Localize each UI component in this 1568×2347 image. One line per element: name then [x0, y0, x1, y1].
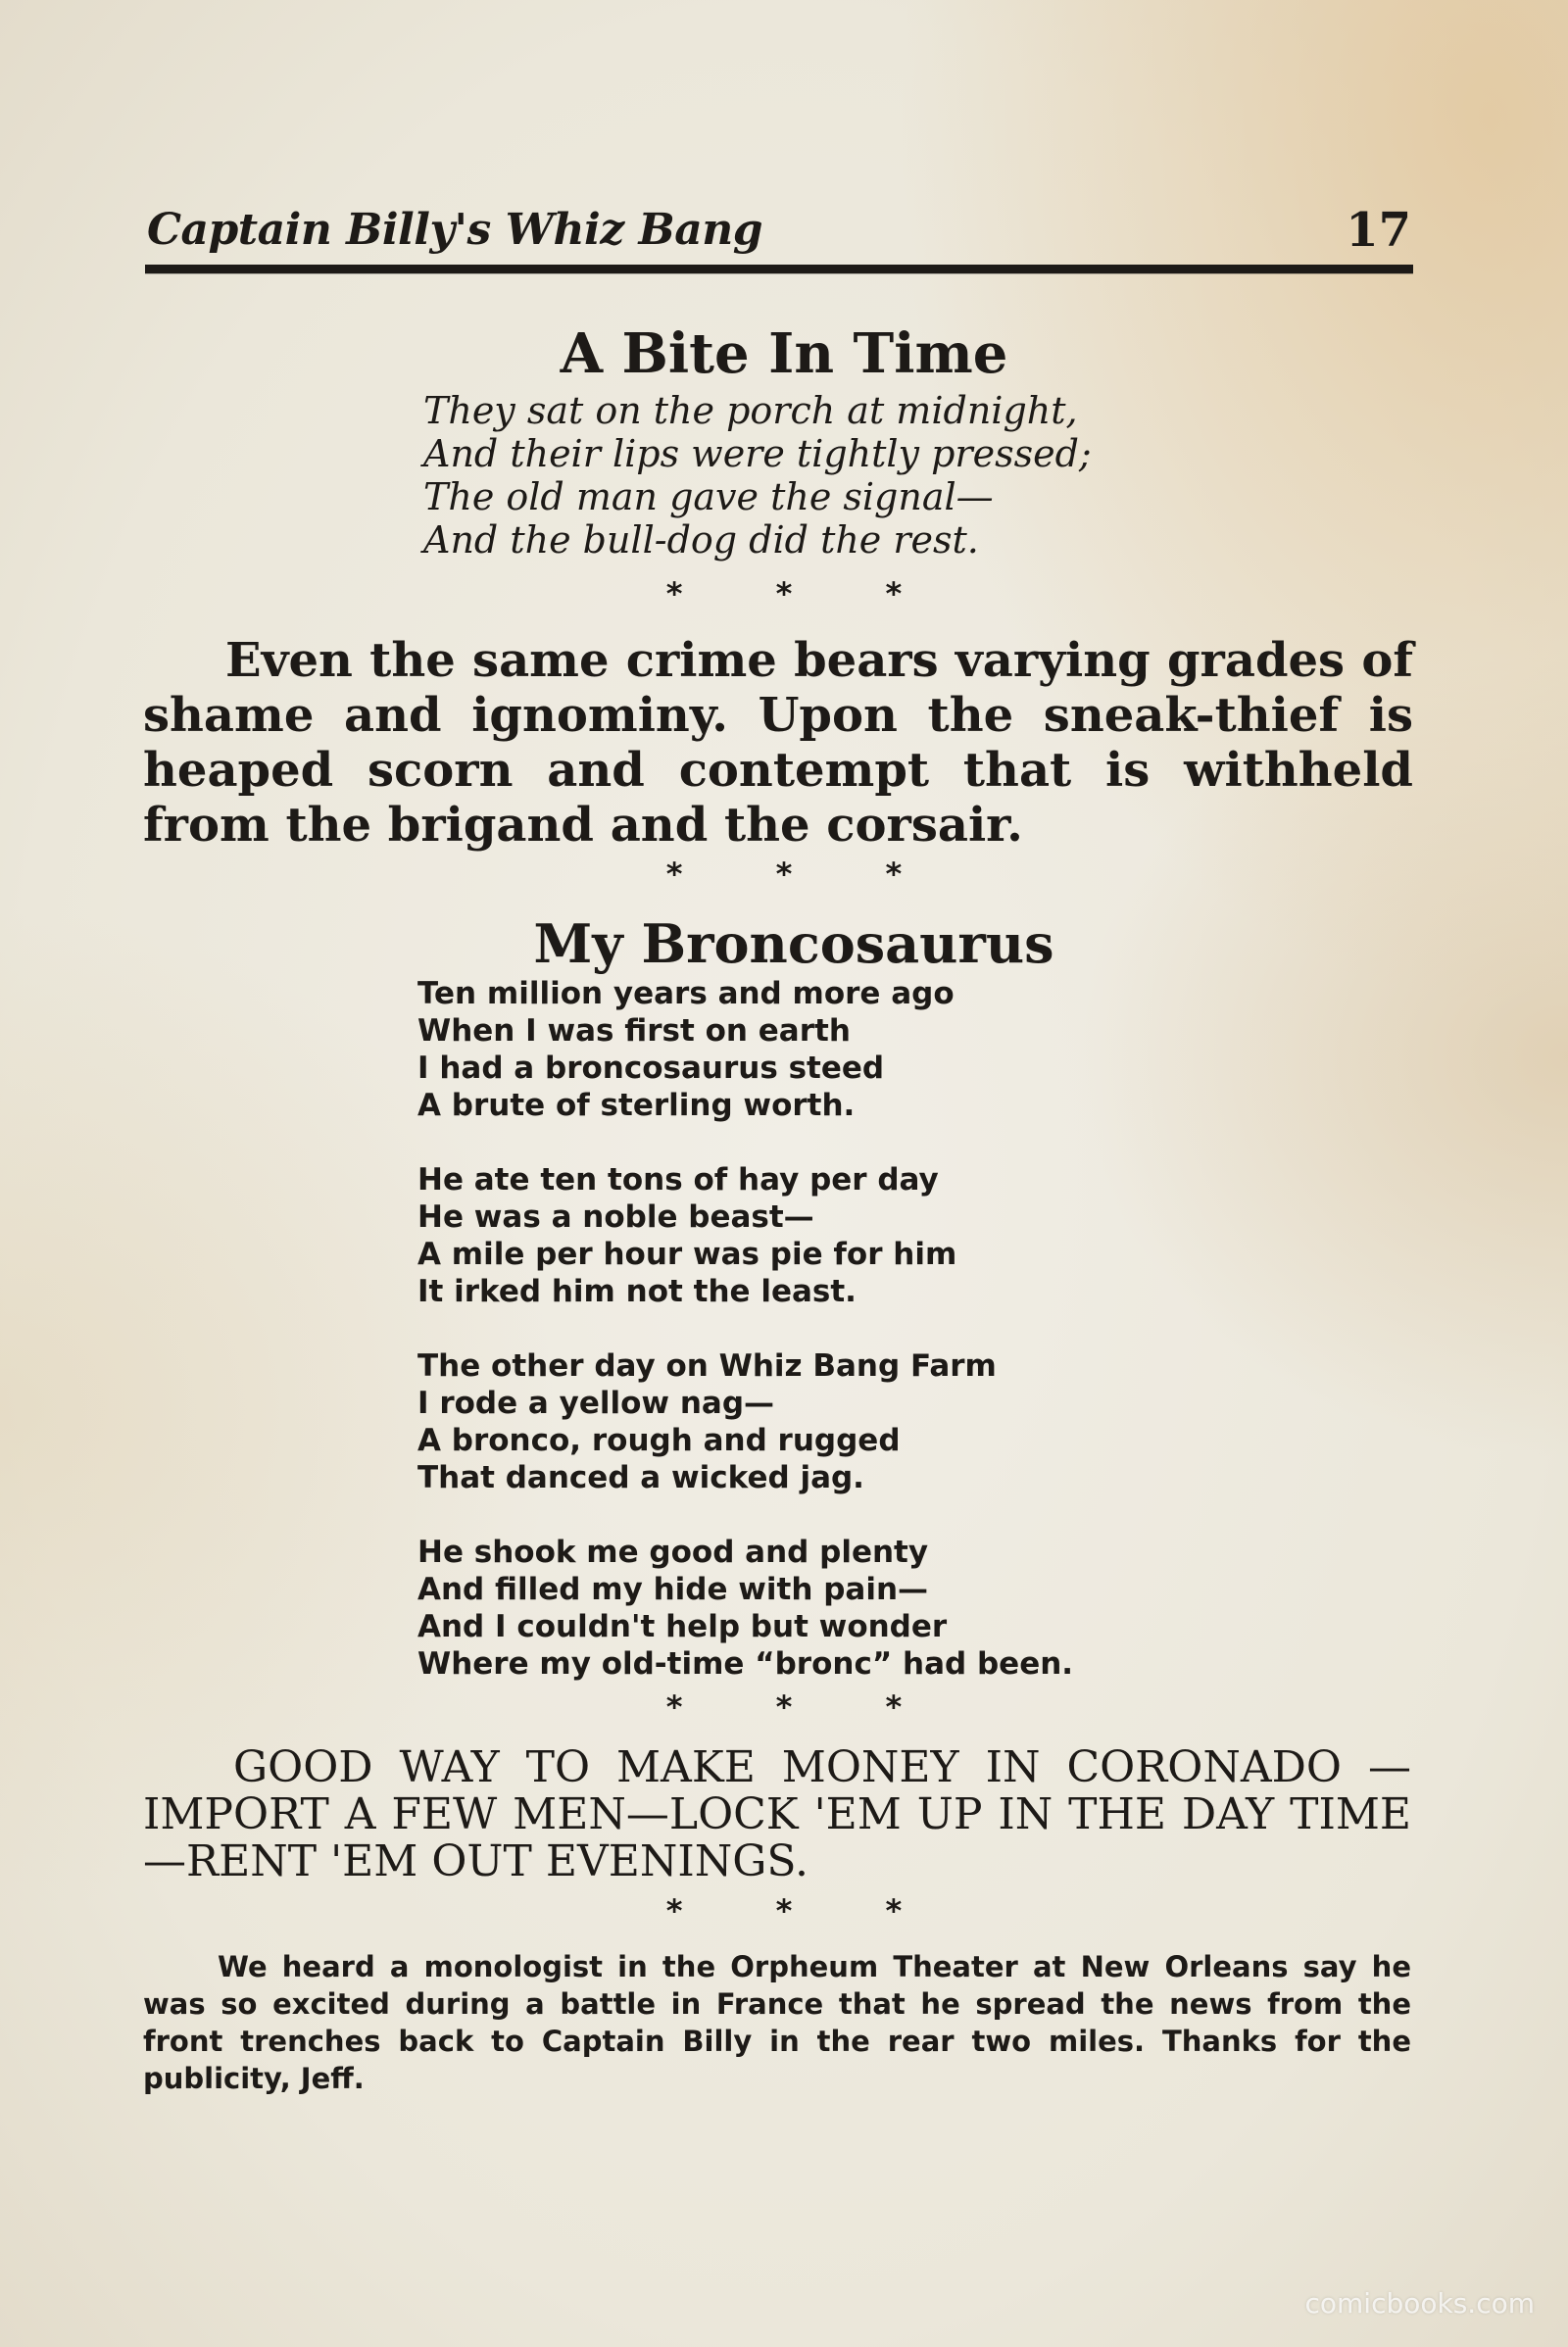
page-header: [147, 201, 1411, 260]
poem-line: He ate ten tons of hay per day: [417, 1162, 939, 1198]
separator-stars: * * *: [665, 575, 944, 612]
poem-line: A mile per hour was pie for him: [417, 1237, 957, 1272]
poem-line: It irked him not the least.: [417, 1274, 857, 1309]
magazine-title: Captain Billy's Whiz Bang: [147, 205, 762, 255]
bite-in-time-title: A Bite In Time: [560, 321, 1008, 386]
orpheum-paragraph: We heard a monologist in the Orpheum Theater at New Orleans say he was so excited during a battle in France that he spread the news from the front trenches back to Captain Billy in the rear two miles. Thanks for the publicity, Jeff.: [143, 1950, 1411, 2095]
coronado-paragraph: GOOD WAY TO MAKE MONEY IN CORONADO —IMPORT A FEW MEN—LOCK 'EM UP IN THE DAY TIME—RENT 'EM OUT EVENINGS.: [143, 1742, 1411, 1886]
poem-line: Where my old-time “bronc” had been.: [417, 1646, 1074, 1682]
poem-stanza: [417, 1347, 1221, 1496]
broncosaurus-poem: [417, 975, 1221, 1720]
poem-line: He was a noble beast—: [417, 1199, 814, 1235]
poem-line: And I couldn't help but wonder: [417, 1609, 948, 1644]
poem-line: When I was first on earth: [417, 1013, 851, 1049]
watermark: comicbooks.com: [1304, 2287, 1535, 2320]
poem-line: The other day on Whiz Bang Farm: [417, 1348, 997, 1384]
poem-line: And filled my hide with pain—: [417, 1572, 929, 1607]
shame-paragraph: Even the same crime bears varying grades of shame and ignominy. Upon the sneak-thief is heaped scorn and contempt that is withheld from the brigand and the corsair.: [143, 633, 1413, 853]
poem-line: I had a broncosaurus steed: [417, 1051, 885, 1086]
header-rule: [145, 265, 1413, 273]
poem-stanza: [417, 1534, 1221, 1683]
separator-stars: * * *: [665, 1688, 944, 1726]
poem-line: The old man gave the signal—: [423, 475, 994, 518]
poem-line: That danced a wicked jag.: [417, 1460, 864, 1495]
poem-line: A bronco, rough and rugged: [417, 1423, 901, 1458]
bite-in-time-poem: [423, 389, 1188, 562]
separator-stars: * * *: [665, 1892, 944, 1930]
poem-line: And the bull-dog did the rest.: [423, 518, 979, 562]
poem-line: They sat on the porch at midnight,: [423, 389, 1078, 432]
poem-stanza: [417, 975, 1221, 1124]
poem-line: Ten million years and more ago: [417, 976, 955, 1011]
poem-line: He shook me good and plenty: [417, 1535, 929, 1570]
poem-line: And their lips were tightly pressed;: [423, 432, 1092, 475]
page-number: 17: [1346, 203, 1411, 258]
poem-stanza: [417, 1161, 1221, 1310]
poem-line: A brute of sterling worth.: [417, 1088, 856, 1123]
broncosaurus-title: My Broncosaurus: [533, 912, 1054, 975]
separator-stars: * * *: [665, 856, 944, 893]
poem-line: I rode a yellow nag—: [417, 1386, 775, 1421]
